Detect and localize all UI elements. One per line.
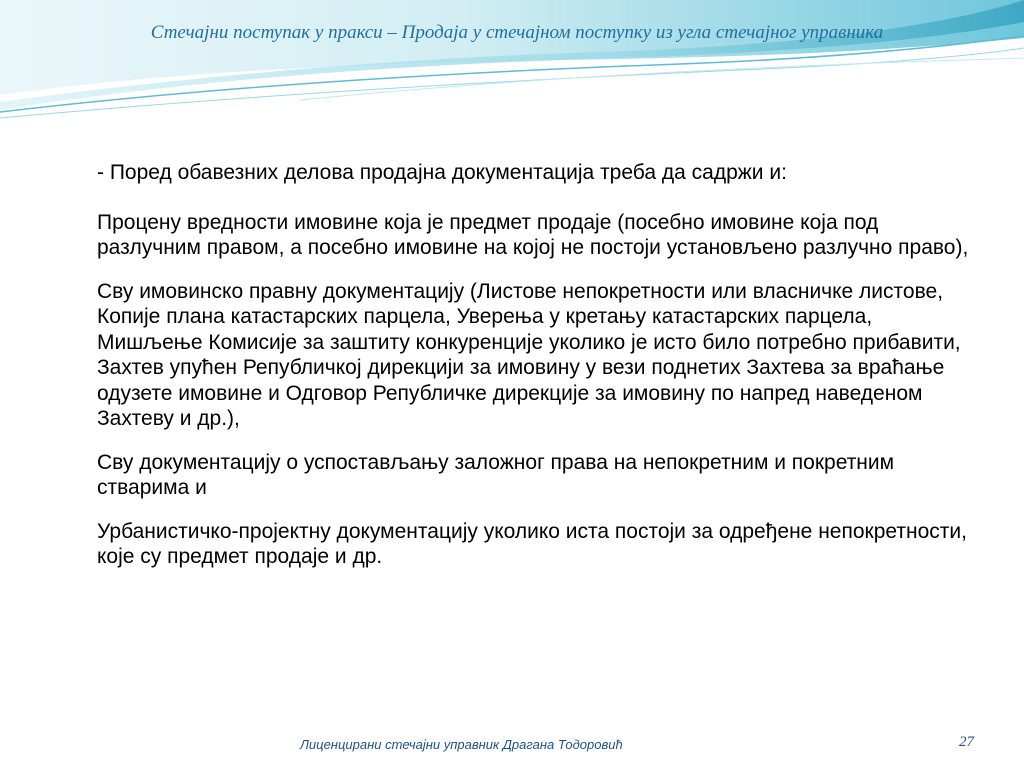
footer-author: Лиценцирани стечајни управник Драгана Тодоровић (300, 737, 623, 752)
header-wave-decoration (0, 0, 1024, 125)
intro-text: - Поред обавезних делова продајна документација треба да садржи и: (97, 161, 787, 184)
content-paragraph: Процену вредности имовине која је предмет продаје (посебно имовине која под разлучним правом, а посебно имовине на којој не постоји установљено разлучно право), (97, 210, 969, 259)
slide-content (97, 160, 977, 588)
content-paragraph: Сву документацију о успостављању заложног права на непокретним и покретним стварима и (97, 450, 895, 499)
content-paragraph: Сву имовинско правну документацију (Листове непокретности или власничке листове, Копије плана катастарских парцела, Уверења у кретању катастарских парцела, Мишљење Комисије за заштиту конкуренције уколико је исто било потребно прибавити, Захтев упућен Републичкој дирекцији за имовину у вези поднетих Захтева за враћање одузете имовине и Одговор Републичке дирекције за имовину по напред наведеном Захтеву и др.), (97, 279, 961, 430)
slide-title: Стечајни поступак у пракси – Продаја у стечајном поступку из угла стечајног управника (150, 22, 884, 43)
page-number: 27 (959, 734, 974, 750)
content-paragraph: Урбанистичко-пројектну документацију уколико иста постоји за одређене непокретности, које су предмет продаје и др. (97, 519, 967, 568)
